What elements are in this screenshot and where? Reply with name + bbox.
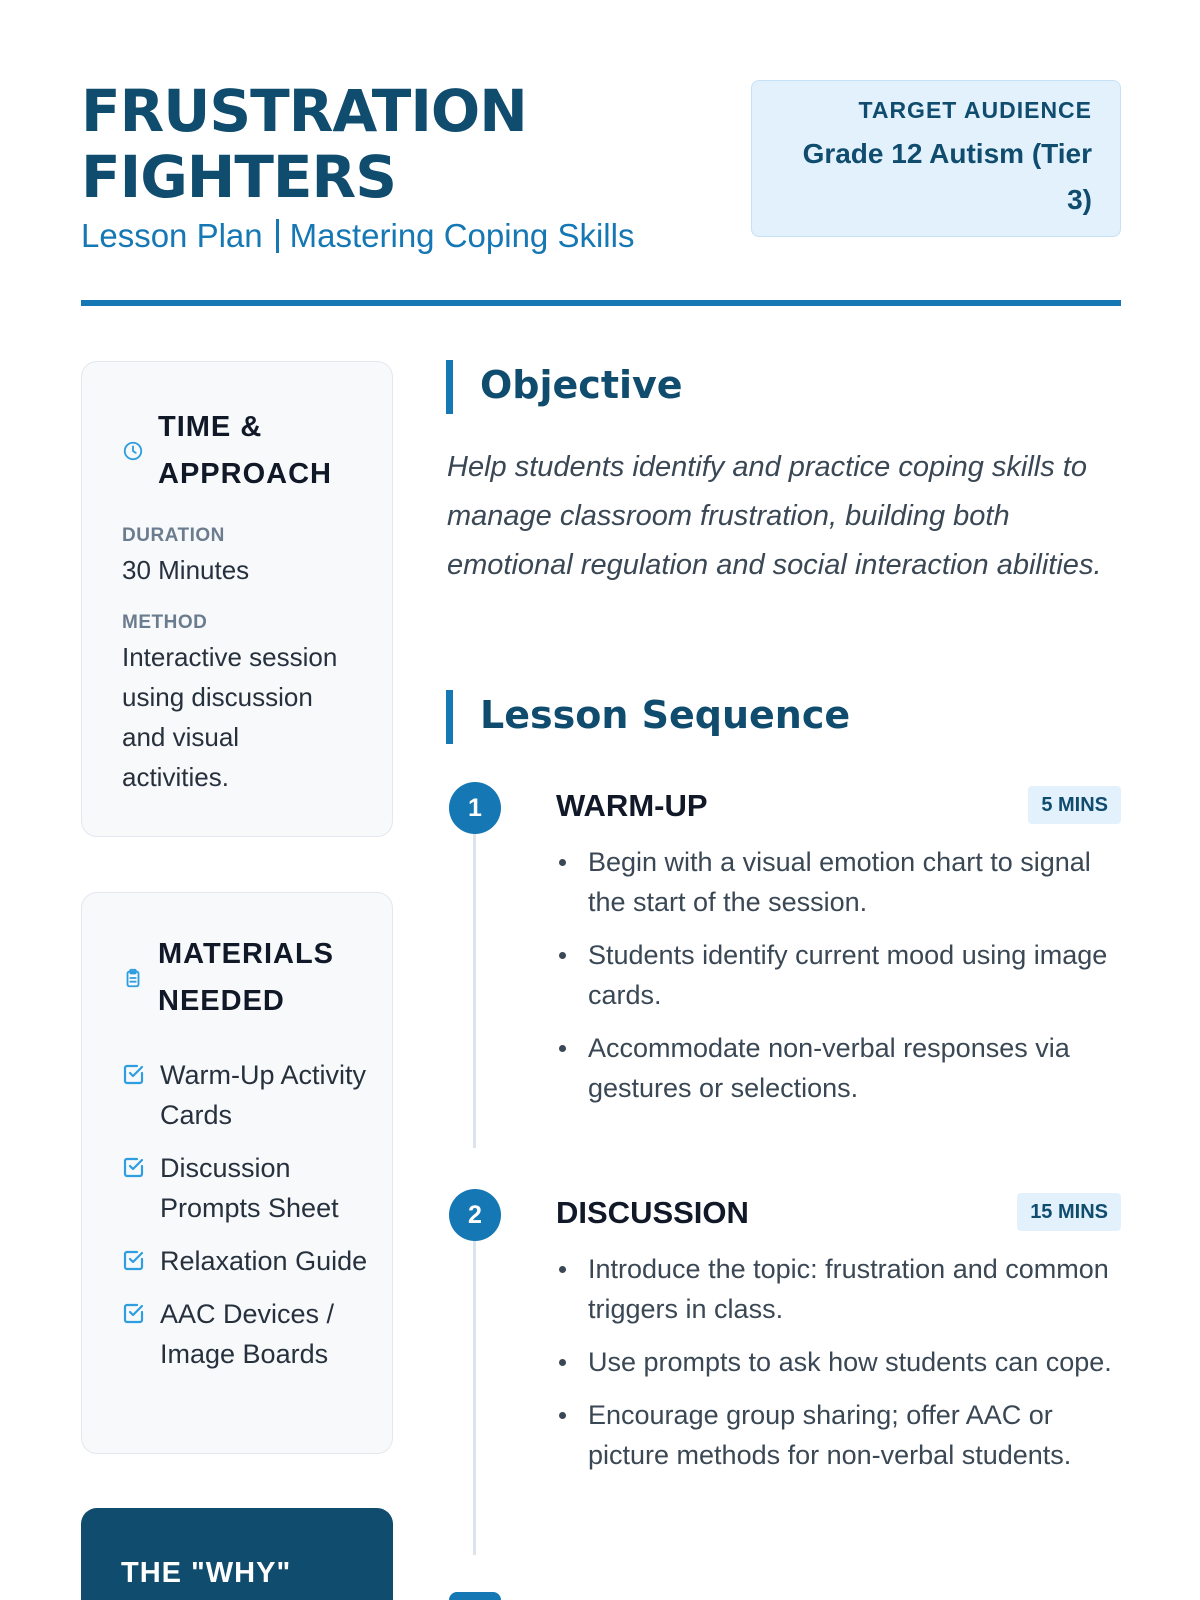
objective-heading: Objective xyxy=(480,363,683,407)
checkbox-checked-icon xyxy=(122,1248,146,1272)
duration-value: 30 Minutes xyxy=(122,555,250,585)
list-item: Introduce the topic: frustration and common triggers in class. xyxy=(588,1249,1128,1329)
list-item: Accommodate non-verbal responses via gestures or selections. xyxy=(588,1028,1128,1108)
list-item: Encourage group sharing; offer AAC or picture methods for non-verbal students. xyxy=(588,1395,1128,1475)
header-divider xyxy=(81,300,1121,306)
objective-text: Help students identify and practice coping skills to manage classroom frustration, building both emotional regulation and social interaction abilities. xyxy=(447,451,1102,581)
target-audience-label: TARGET AUDIENCE xyxy=(858,97,1092,123)
step-bullets xyxy=(588,1249,1128,1488)
lesson-sequence-heading: Lesson Sequence xyxy=(480,693,851,737)
step-bullets xyxy=(588,842,1128,1121)
materials-card xyxy=(81,892,393,1454)
subtitle-lesson-plan: Lesson Plan xyxy=(81,217,263,254)
material-item-label: Discussion Prompts Sheet xyxy=(160,1153,339,1223)
clipboard-icon xyxy=(122,967,144,989)
list-item xyxy=(122,1294,372,1374)
clock-icon xyxy=(122,440,144,462)
title-line-2: FIGHTERS xyxy=(81,143,396,211)
target-audience-value: Grade 12 Autism (Tier 3) xyxy=(802,138,1092,215)
step-duration-badge: 5 MINS xyxy=(1028,786,1121,824)
sequence-accent-bar xyxy=(446,690,453,744)
list-item: Use prompts to ask how students can cope. xyxy=(588,1342,1128,1382)
list-item xyxy=(122,1241,372,1281)
page-title xyxy=(81,78,721,210)
why-title: THE "WHY" xyxy=(121,1557,292,1589)
step-title: DISCUSSION xyxy=(556,1195,749,1230)
list-item xyxy=(122,1055,372,1135)
material-item-label: Relaxation Guide xyxy=(160,1246,368,1276)
list-item: Students identify current mood using image cards. xyxy=(588,935,1128,1015)
step-number-badge: 2 xyxy=(449,1189,501,1241)
time-approach-header xyxy=(122,404,358,498)
checkbox-checked-icon xyxy=(122,1062,146,1086)
material-item-label: AAC Devices / Image Boards xyxy=(160,1299,335,1369)
subtitle-topic: Mastering Coping Skills xyxy=(289,217,635,254)
materials-header xyxy=(122,931,358,1025)
checkbox-checked-icon xyxy=(122,1155,146,1179)
method-label: METHOD xyxy=(122,612,208,633)
subtitle-divider xyxy=(276,219,279,253)
step-title: WARM-UP xyxy=(556,788,708,823)
step-duration-badge: 15 MINS xyxy=(1017,1193,1121,1231)
duration-label: DURATION xyxy=(122,525,225,546)
step-number-badge xyxy=(449,1592,501,1600)
list-item xyxy=(122,1148,372,1228)
timeline-connector xyxy=(473,1241,476,1555)
materials-list xyxy=(122,1055,372,1387)
material-item-label: Warm-Up Activity Cards xyxy=(160,1060,367,1130)
time-approach-title: TIME & APPROACH xyxy=(158,411,332,490)
page-subtitle xyxy=(81,216,634,256)
checkbox-checked-icon xyxy=(122,1301,146,1325)
timeline-connector xyxy=(473,834,476,1148)
method-value: Interactive session using discussion and visual activities. xyxy=(122,642,338,792)
why-card xyxy=(81,1508,393,1600)
target-audience-box xyxy=(751,80,1121,237)
lesson-plan-page xyxy=(81,0,1121,1600)
list-item: Begin with a visual emotion chart to signal the start of the session. xyxy=(588,842,1128,922)
time-approach-card xyxy=(81,361,393,837)
materials-title: MATERIALS NEEDED xyxy=(158,938,335,1017)
step-number-badge: 1 xyxy=(449,782,501,834)
title-line-1: FRUSTRATION xyxy=(81,77,527,145)
objective-accent-bar xyxy=(446,360,453,414)
